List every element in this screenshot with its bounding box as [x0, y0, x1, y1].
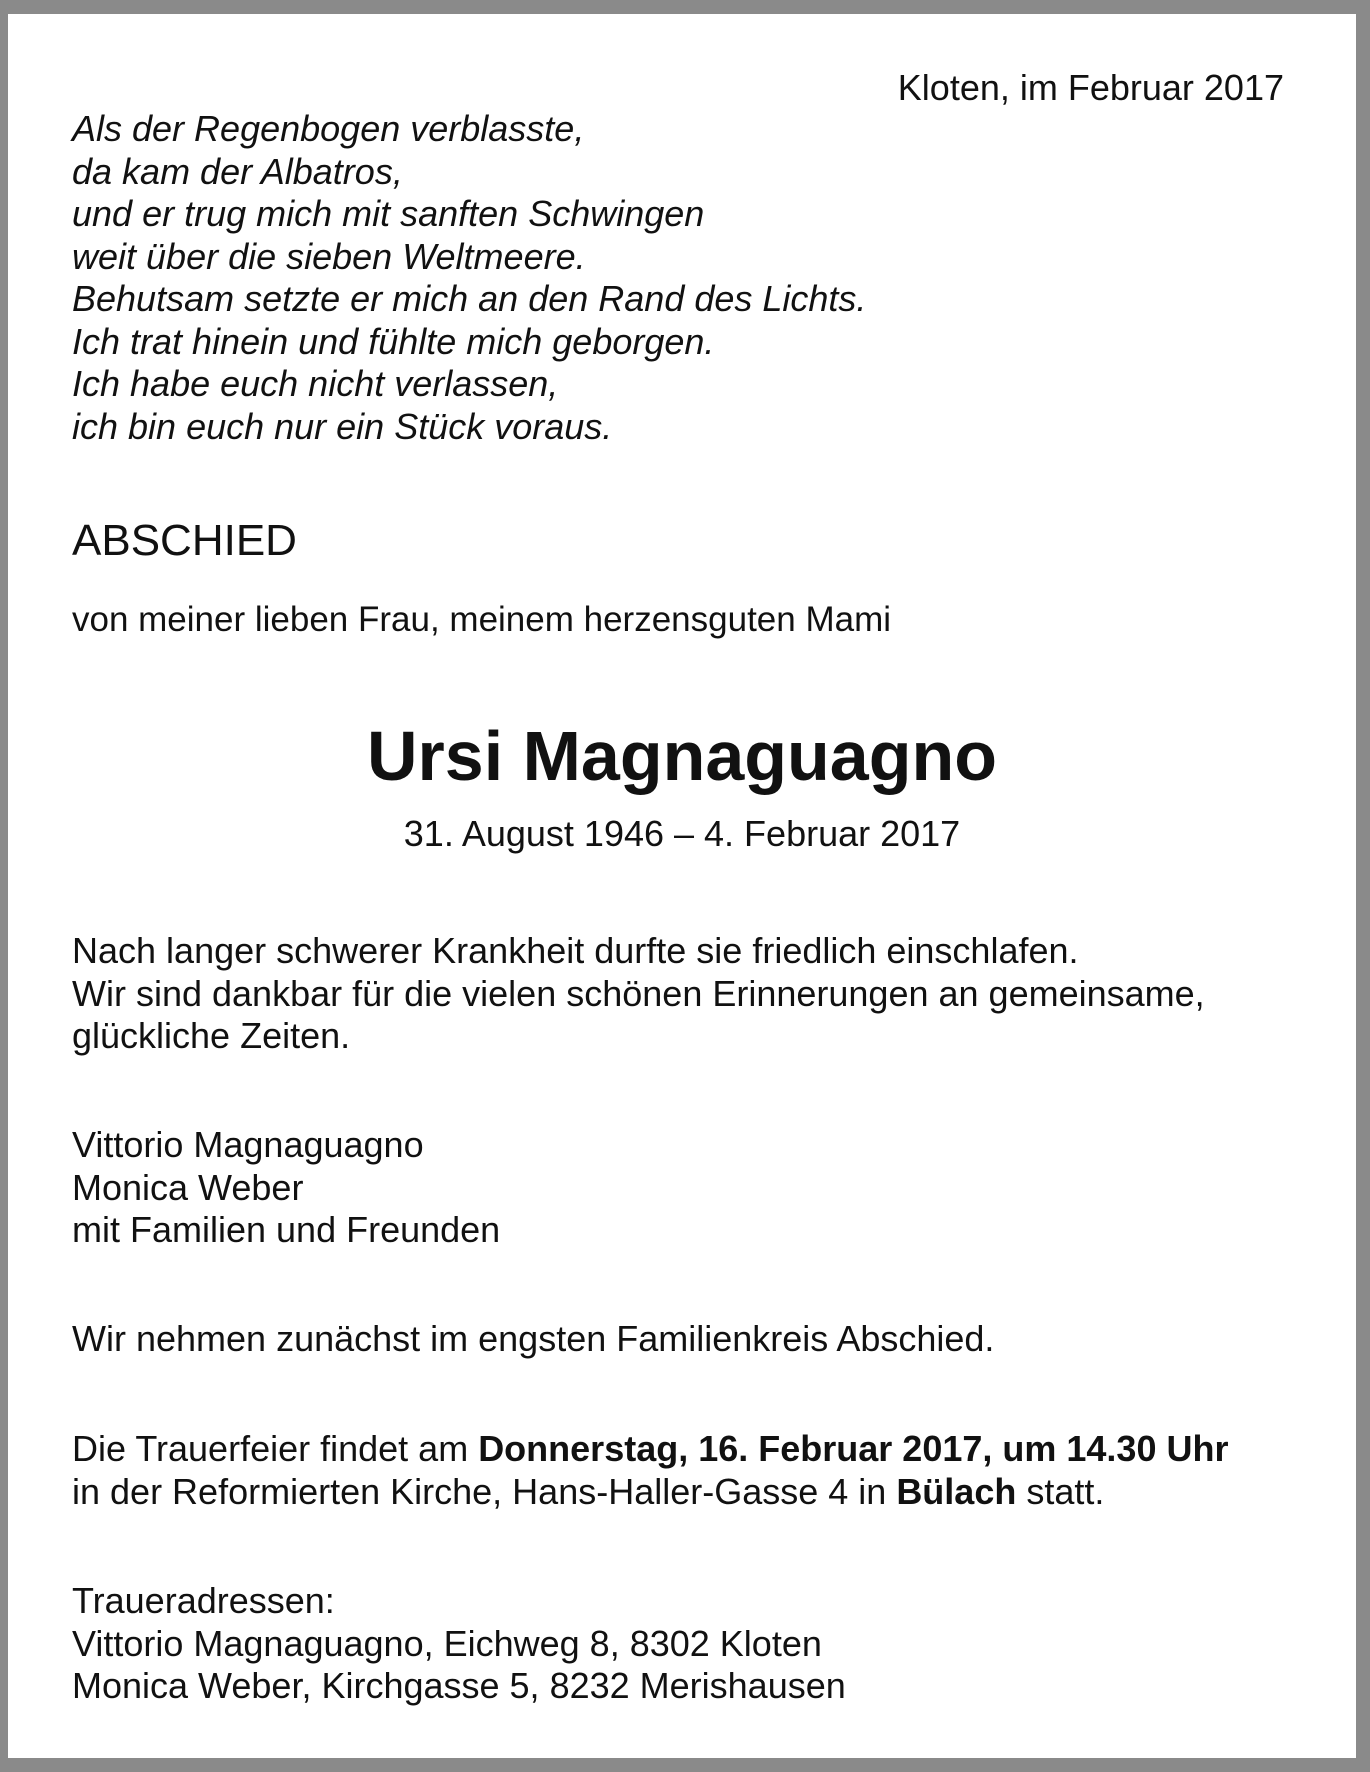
- obituary-notice: [8, 14, 1356, 1758]
- service-date-time: Donnerstag, 16. Februar 2017, um 14.30 Uhr: [478, 1428, 1229, 1469]
- heading-abschied: ABSCHIED: [72, 516, 297, 565]
- message-line: Wir sind dankbar für die vielen schönen Erinnerungen an gemeinsame,: [72, 972, 1205, 1014]
- address-line: Monica Weber, Kirchgasse 5, 8232 Merishausen: [72, 1665, 846, 1706]
- poem-line: ich bin euch nur ein Stück voraus.: [72, 405, 613, 447]
- service-info: [72, 1428, 1228, 1513]
- signatories: [72, 1124, 500, 1252]
- service-line-2-suffix: statt.: [1016, 1470, 1105, 1512]
- message-line: Nach langer schwerer Krankheit durfte sie friedlich einschlafen.: [72, 930, 1079, 971]
- farewell-text: Wir nehmen zunächst im engsten Familienkreis Abschied.: [72, 1318, 995, 1359]
- place-date: Kloten, im Februar 2017: [897, 67, 1284, 108]
- poem: [72, 108, 866, 448]
- poem-line: und er trug mich mit sanften Schwingen: [72, 193, 705, 234]
- mourning-addresses: [72, 1580, 846, 1708]
- service-line-2: [72, 1471, 1228, 1514]
- poem-line: Ich trat hinein und fühlte mich geborgen.: [72, 320, 715, 362]
- signatory: Vittorio Magnaguagno: [72, 1124, 424, 1165]
- poem-line: Ich habe euch nicht verlassen,: [72, 363, 559, 404]
- signatory: Monica Weber: [72, 1166, 304, 1208]
- address-line: Vittorio Magnaguagno, Eichweg 8, 8302 Kloten: [72, 1622, 822, 1664]
- addresses-title: Traueradressen:: [72, 1580, 335, 1621]
- service-line-1-prefix: Die Trauerfeier findet am: [72, 1428, 479, 1469]
- service-town: Bülach: [896, 1470, 1017, 1512]
- poem-line: weit über die sieben Weltmeere.: [72, 235, 586, 277]
- poem-line: Behutsam setzte er mich an den Rand des Lichts.: [72, 278, 867, 319]
- service-line-2-prefix: in der Reformierten Kirche, Hans-Haller-Gasse 4 in: [72, 1470, 897, 1512]
- message-line: glückliche Zeiten.: [72, 1015, 351, 1056]
- service-line-1: [72, 1428, 1228, 1471]
- life-dates: 31. August 1946 – 4. Februar 2017: [403, 813, 961, 854]
- message: [72, 930, 1205, 1058]
- farewell-note: [72, 1318, 994, 1361]
- signatory: mit Familien und Freunden: [72, 1209, 501, 1250]
- poem-line: da kam der Albatros,: [72, 150, 403, 192]
- deceased-name: Ursi Magnaguagno: [366, 717, 998, 795]
- poem-line: Als der Regenbogen verblasste,: [72, 108, 585, 149]
- subtitle: von meiner lieben Frau, meinem herzensguten Mami: [72, 600, 891, 639]
